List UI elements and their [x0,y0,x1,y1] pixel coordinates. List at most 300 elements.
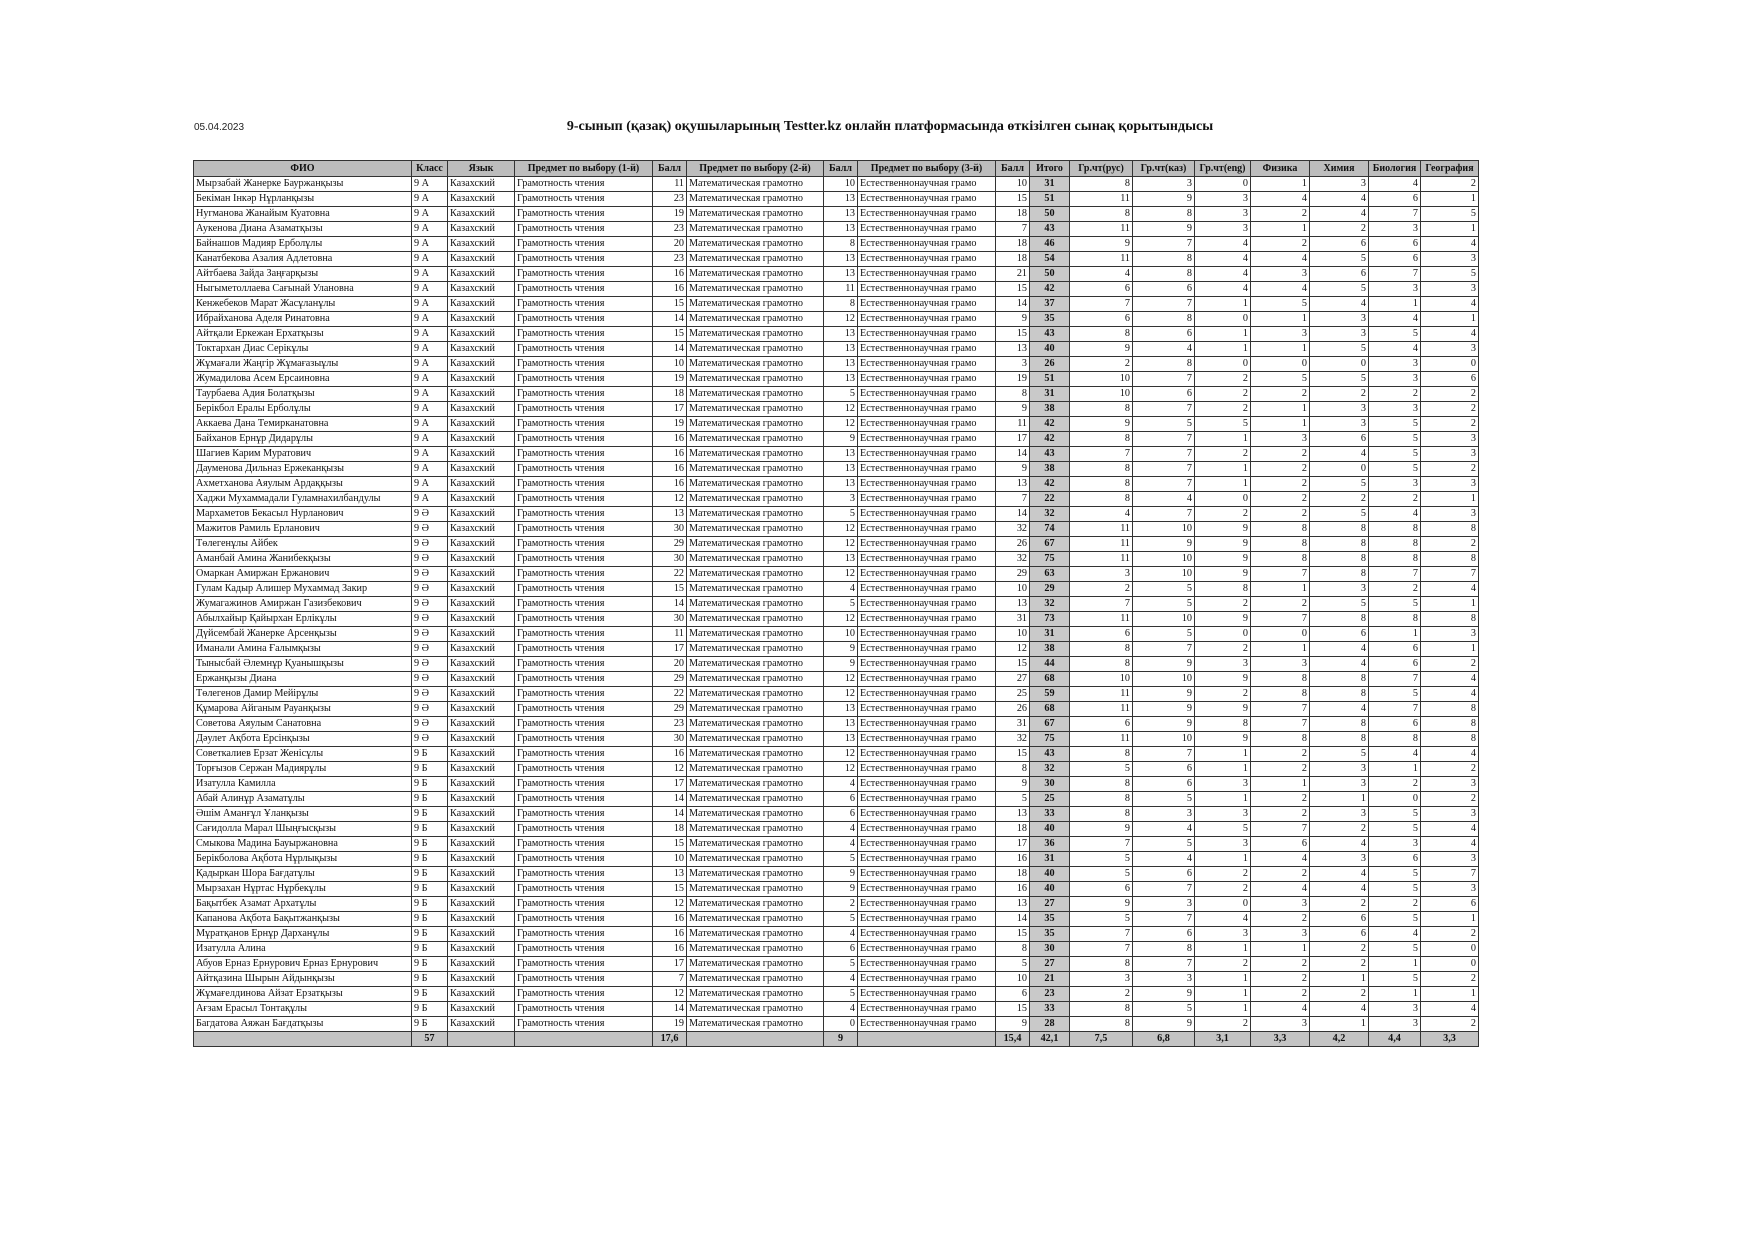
table-cell: 10 [996,972,1030,987]
table-row [194,687,1479,702]
table-cell: 13 [824,342,858,357]
table-cell: Казахский [448,477,515,492]
table-cell: 2 [1195,387,1251,402]
table-cell: 3 [1070,972,1133,987]
table-cell: 4 [1251,282,1310,297]
table-cell: 9 Б [412,987,448,1002]
table-cell: 9 [824,432,858,447]
table-cell: 9 [1133,222,1195,237]
table-cell: Естественнонаучная грамо [858,702,996,717]
table-cell: Гулам Кадыр Алишер Мухаммад Закир [194,582,412,597]
table-cell: 5 [1369,327,1421,342]
table-cell: 14 [653,342,687,357]
table-cell: 20 [653,657,687,672]
table-cell: 5 [1251,372,1310,387]
table-cell: 6 [1133,387,1195,402]
report-date: 05.04.2023 [194,122,245,133]
table-cell: Казахский [448,402,515,417]
table-cell: Казахский [448,282,515,297]
table-cell: Казахский [448,432,515,447]
table-cell: Естественнонаучная грамо [858,417,996,432]
table-cell: Естественнонаучная грамо [858,747,996,762]
table-cell: 1 [1421,222,1479,237]
table-cell: 3 [1369,402,1421,417]
table-cell: Советова Аяулым Санатовна [194,717,412,732]
table-cell: Грамотность чтения [515,1017,653,1032]
summary-cell: 3,1 [1195,1032,1251,1047]
table-cell: Жұмағали Жаңгір Жұмағазыұлы [194,357,412,372]
table-cell: 9 [824,882,858,897]
table-cell: 16 [653,432,687,447]
table-cell: Грамотность чтения [515,522,653,537]
table-cell: 43 [1030,222,1070,237]
table-cell: 31 [1030,177,1070,192]
table-cell: Казахский [448,357,515,372]
table-cell: Математическая грамотно [687,417,824,432]
table-cell: 0 [1421,957,1479,972]
table-cell: 8 [996,762,1030,777]
table-cell: 9 Ә [412,522,448,537]
table-cell: 14 [653,807,687,822]
table-cell: 4 [1070,507,1133,522]
table-cell: 2 [1195,867,1251,882]
table-cell: Естественнонаучная грамо [858,732,996,747]
table-cell: 9 А [412,417,448,432]
table-cell: 9 [1133,987,1195,1002]
table-cell: 7 [996,492,1030,507]
table-row [194,282,1479,297]
table-cell: Математическая грамотно [687,522,824,537]
table-cell: Омаркан Амиржан Ержанович [194,567,412,582]
table-row [194,957,1479,972]
table-cell: Естественнонаучная грамо [858,447,996,462]
table-row [194,297,1479,312]
table-cell: 38 [1030,462,1070,477]
table-cell: 32 [1030,507,1070,522]
table-row [194,492,1479,507]
table-cell: Казахский [448,267,515,282]
summary-cell: 57 [412,1032,448,1047]
table-cell: 9 Б [412,777,448,792]
table-cell: 11 [1070,192,1133,207]
table-cell: 10 [824,177,858,192]
table-cell: Казахский [448,372,515,387]
table-row [194,762,1479,777]
table-cell: 4 [1369,177,1421,192]
table-cell: Ныгыметоллаева Сағынай Улановна [194,282,412,297]
table-cell: 7 [1369,672,1421,687]
table-cell: Ибрайханова Аделя Ринатовна [194,312,412,327]
table-cell: Естественнонаучная грамо [858,642,996,657]
table-cell: 13 [824,207,858,222]
table-cell: Математическая грамотно [687,867,824,882]
table-cell: 13 [653,867,687,882]
table-cell: 13 [824,222,858,237]
table-cell: 12 [653,492,687,507]
table-cell: 16 [653,462,687,477]
table-cell: 3 [1421,342,1479,357]
table-row [194,237,1479,252]
column-header: География [1421,161,1479,177]
table-cell: 2 [1369,387,1421,402]
table-cell: 40 [1030,342,1070,357]
table-cell: 1 [1251,642,1310,657]
table-cell: Грамотность чтения [515,942,653,957]
table-cell: 1 [1251,942,1310,957]
table-cell: Естественнонаучная грамо [858,762,996,777]
table-cell: Мажитов Рамиль Ерланович [194,522,412,537]
table-cell: 30 [1030,942,1070,957]
table-cell: 9 А [412,342,448,357]
table-cell: Грамотность чтения [515,372,653,387]
table-cell: 17 [653,642,687,657]
table-cell: 3 [1369,372,1421,387]
table-cell: 7 [1133,372,1195,387]
table-cell: 5 [1310,477,1369,492]
table-cell: Математическая грамотно [687,297,824,312]
table-cell: Математическая грамотно [687,837,824,852]
table-cell: 2 [1251,867,1310,882]
table-cell: 29 [653,702,687,717]
table-cell: 31 [1030,387,1070,402]
table-cell: 19 [996,372,1030,387]
table-cell: 2 [1251,987,1310,1002]
table-cell: 3 [1421,477,1479,492]
table-cell: Естественнонаучная грамо [858,552,996,567]
table-cell: 6 [1369,237,1421,252]
table-cell: 11 [824,282,858,297]
table-cell: 9 А [412,372,448,387]
summary-row [194,1032,1479,1047]
table-cell: Математическая грамотно [687,702,824,717]
table-cell: 68 [1030,702,1070,717]
table-cell: 38 [1030,402,1070,417]
table-cell: Казахский [448,207,515,222]
table-cell: 14 [653,1002,687,1017]
table-cell: 4 [1133,822,1195,837]
table-cell: Иманали Амина Ғалымқызы [194,642,412,657]
table-cell: 8 [1070,777,1133,792]
table-cell: Грамотность чтения [515,282,653,297]
table-row [194,312,1479,327]
table-cell: 7 [1369,267,1421,282]
table-cell: 13 [824,702,858,717]
table-cell: 73 [1030,612,1070,627]
table-cell: 9 Ә [412,657,448,672]
table-cell: Казахский [448,612,515,627]
table-cell: 9 Б [412,957,448,972]
table-cell: Естественнонаучная грамо [858,927,996,942]
table-cell: 32 [996,552,1030,567]
table-cell: 8 [1251,552,1310,567]
summary-cell: 4,2 [1310,1032,1369,1047]
table-cell: 5 [1251,297,1310,312]
table-row [194,522,1479,537]
table-cell: 6 [1133,282,1195,297]
table-cell: 3 [1421,282,1479,297]
table-cell: 3 [1251,1017,1310,1032]
table-cell: Грамотность чтения [515,792,653,807]
table-cell: 10 [1133,612,1195,627]
table-cell: 35 [1030,927,1070,942]
table-cell: Грамотность чтения [515,327,653,342]
table-row [194,852,1479,867]
table-cell: 5 [1369,942,1421,957]
table-cell: 4 [1421,327,1479,342]
table-cell: 6 [1369,642,1421,657]
table-cell: 35 [1030,312,1070,327]
table-cell: Ағзам Ерасыл Тонтақұлы [194,1002,412,1017]
table-cell: 1 [1421,987,1479,1002]
table-cell: 19 [653,372,687,387]
table-cell: Казахский [448,387,515,402]
table-cell: 43 [1030,747,1070,762]
table-cell: 5 [1369,867,1421,882]
table-cell: 10 [1070,387,1133,402]
summary-cell [515,1032,653,1047]
table-cell: 5 [1369,462,1421,477]
table-cell: 9 А [412,177,448,192]
table-cell: Тынысбай Әлемнұр Қуанышқызы [194,657,412,672]
table-cell: Математическая грамотно [687,492,824,507]
table-cell: 2 [1421,417,1479,432]
table-cell: 1 [1195,342,1251,357]
table-cell: Казахский [448,747,515,762]
table-cell: Математическая грамотно [687,237,824,252]
table-cell: 2 [1251,447,1310,462]
table-cell: Математическая грамотно [687,762,824,777]
table-cell: 9 [1195,552,1251,567]
table-cell: 4 [824,777,858,792]
table-cell: 4 [824,822,858,837]
table-cell: 10 [1070,672,1133,687]
table-cell: Грамотность чтения [515,432,653,447]
table-cell: 8 [1251,687,1310,702]
table-cell: 6 [1070,312,1133,327]
table-cell: 12 [824,687,858,702]
table-cell: 9 [996,1017,1030,1032]
table-cell: Казахский [448,222,515,237]
table-cell: 8 [1070,1002,1133,1017]
table-cell: 18 [996,252,1030,267]
table-cell: Мұратқанов Ернұр Дарханұлы [194,927,412,942]
table-cell: 8 [1133,312,1195,327]
table-cell: 9 Ә [412,627,448,642]
table-cell: 9 [996,312,1030,327]
table-cell: 8 [1421,522,1479,537]
table-cell: Математическая грамотно [687,372,824,387]
table-cell: Естественнонаучная грамо [858,267,996,282]
table-cell: 4 [1421,687,1479,702]
table-row [194,672,1479,687]
table-cell: 1 [1195,327,1251,342]
table-cell: Грамотность чтения [515,957,653,972]
table-cell: 9 Б [412,942,448,957]
table-cell: 5 [1133,627,1195,642]
table-cell: 1 [1251,312,1310,327]
table-cell: 5 [1310,372,1369,387]
table-cell: 10 [653,852,687,867]
table-cell: Берікболова Ақбота Нұрлықызы [194,852,412,867]
table-cell: Советкалиев Ерзат Женісұлы [194,747,412,762]
table-cell: 2 [1310,942,1369,957]
table-cell: 9 Ә [412,552,448,567]
table-cell: 9 А [412,492,448,507]
table-cell: 13 [824,552,858,567]
table-cell: Математическая грамотно [687,207,824,222]
table-cell: Естественнонаучная грамо [858,282,996,297]
table-cell: 0 [1195,357,1251,372]
table-cell: Естественнонаучная грамо [858,942,996,957]
table-cell: 8 [1070,477,1133,492]
table-cell: 12 [824,537,858,552]
table-cell: Казахский [448,552,515,567]
table-cell: 16 [996,852,1030,867]
table-cell: Мырзабай Жанерке Бауржанқызы [194,177,412,192]
table-cell: 29 [996,567,1030,582]
table-cell: 9 А [412,282,448,297]
table-cell: Математическая грамотно [687,252,824,267]
table-cell: Казахский [448,972,515,987]
table-cell: Казахский [448,687,515,702]
table-cell: 27 [1030,957,1070,972]
table-cell: 2 [1195,402,1251,417]
table-cell: 11 [1070,732,1133,747]
table-cell: 9 [1070,822,1133,837]
table-cell: 2 [1421,537,1479,552]
table-cell: 8 [1310,612,1369,627]
table-cell: 4 [1310,702,1369,717]
table-cell: 4 [1195,267,1251,282]
table-cell: 6 [1133,327,1195,342]
table-cell: 23 [653,717,687,732]
table-cell: 9 Б [412,867,448,882]
table-cell: 0 [1195,312,1251,327]
table-cell: 16 [653,267,687,282]
table-cell: 2 [1421,762,1479,777]
table-cell: Грамотность чтения [515,507,653,522]
table-cell: 9 [1070,417,1133,432]
table-cell: 8 [1133,942,1195,957]
table-cell: 9 А [412,477,448,492]
table-cell: Естественнонаучная грамо [858,477,996,492]
table-cell: 7 [1133,297,1195,312]
table-cell: Естественнонаучная грамо [858,972,996,987]
table-cell: 3 [1310,177,1369,192]
table-cell: Грамотность чтения [515,807,653,822]
table-cell: 2 [1195,597,1251,612]
table-cell: Казахский [448,822,515,837]
table-cell: Грамотность чтения [515,972,653,987]
table-cell: Грамотность чтения [515,342,653,357]
table-cell: 75 [1030,732,1070,747]
table-row [194,477,1479,492]
table-row [194,867,1479,882]
table-cell: 1 [1369,762,1421,777]
report-title: 9-сынып (қазақ) оқушыларының Testter.kz онлайн платформасында өткізілген сынақ қорытындысы [566,119,1214,134]
table-cell: Естественнонаучная грамо [858,207,996,222]
column-header: Гр.чт(eng) [1195,161,1251,177]
table-cell: Казахский [448,762,515,777]
table-cell: 5 [824,507,858,522]
table-cell: 3 [1310,327,1369,342]
table-cell: 21 [1030,972,1070,987]
table-cell: 0 [1195,627,1251,642]
table-cell: Казахский [448,897,515,912]
table-cell: 19 [653,1017,687,1032]
table-cell: 7 [1133,477,1195,492]
table-cell: 13 [824,732,858,747]
table-cell: 32 [996,522,1030,537]
table-cell: 8 [1070,492,1133,507]
table-cell: Грамотность чтения [515,897,653,912]
table-cell: 13 [824,192,858,207]
table-cell: 13 [824,447,858,462]
table-cell: 4 [1369,507,1421,522]
table-cell: 9 А [412,432,448,447]
table-cell: 4 [1310,642,1369,657]
table-cell: 8 [1421,612,1479,627]
table-row [194,837,1479,852]
table-cell: Грамотность чтения [515,687,653,702]
table-cell: 1 [1195,852,1251,867]
table-cell: Аманбай Амина Жанибекқызы [194,552,412,567]
table-cell: 2 [1251,387,1310,402]
table-cell: 42 [1030,417,1070,432]
table-cell: 1 [1251,582,1310,597]
table-cell: 22 [653,567,687,582]
table-cell: 2 [1251,972,1310,987]
table-cell: Казахский [448,642,515,657]
table-cell: 26 [1030,357,1070,372]
table-cell: 2 [1251,792,1310,807]
table-cell: 28 [1030,1017,1070,1032]
table-cell: 5 [1070,762,1133,777]
table-cell: 17 [653,777,687,792]
table-cell: Математическая грамотно [687,597,824,612]
table-cell: Грамотность чтения [515,702,653,717]
table-cell: Канатбекова Азалия Адлетовна [194,252,412,267]
table-cell: 4 [1310,867,1369,882]
table-cell: 31 [1030,852,1070,867]
table-cell: 9 [1195,612,1251,627]
table-cell: 2 [1310,222,1369,237]
table-row [194,402,1479,417]
table-cell: 9 [996,462,1030,477]
table-cell: 1 [1369,957,1421,972]
table-cell: 6 [1133,777,1195,792]
table-cell: Математическая грамотно [687,987,824,1002]
table-cell: 5 [1133,417,1195,432]
table-cell: 10 [996,582,1030,597]
table-cell: Берікбол Ералы Ерболұлы [194,402,412,417]
table-row [194,747,1479,762]
table-cell: 13 [996,342,1030,357]
table-cell: 9 Б [412,1017,448,1032]
table-cell: 9 [1195,522,1251,537]
table-cell: 3 [1421,852,1479,867]
table-cell: 9 [1133,717,1195,732]
table-cell: Казахский [448,702,515,717]
table-cell: Естественнонаучная грамо [858,522,996,537]
table-cell: 8 [1133,267,1195,282]
table-cell: 5 [1369,432,1421,447]
table-cell: Абуов Ерназ Ернурович Ерназ Ернурович [194,957,412,972]
table-row [194,267,1479,282]
table-cell: 3 [1195,927,1251,942]
table-row [194,357,1479,372]
table-cell: 5 [824,987,858,1002]
